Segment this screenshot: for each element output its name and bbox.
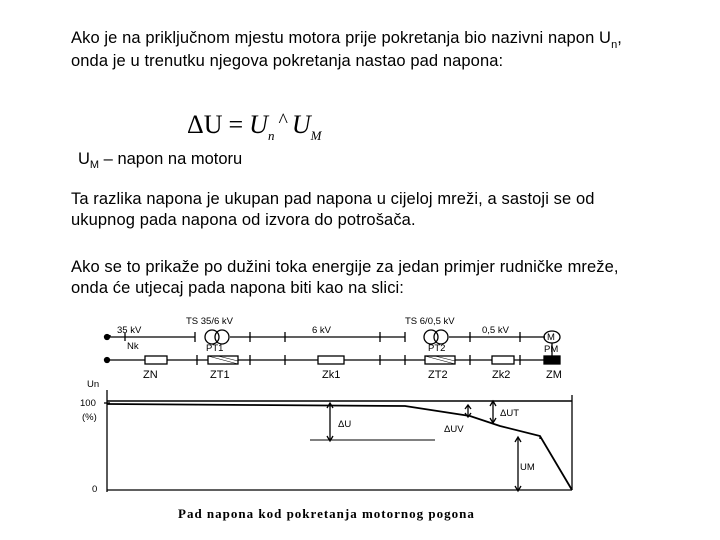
transformer1-secondary-symbol xyxy=(215,330,229,344)
y-tick-100: 100 xyxy=(80,398,96,409)
label-ts2: TS 6/0,5 kV xyxy=(405,316,455,327)
formula-lhs: ΔU xyxy=(187,110,223,139)
label-35kv: 35 kV xyxy=(117,325,142,336)
label-pt2: PT2 xyxy=(428,343,446,354)
impedance-zk1 xyxy=(318,356,344,364)
source-node-bottom xyxy=(105,358,110,363)
source-node-top xyxy=(105,335,110,340)
label-um: UM xyxy=(520,462,535,473)
intro-line1-comma: , xyxy=(617,29,622,47)
y-axis-unit: (%) xyxy=(82,412,97,423)
label-pt1: PT1 xyxy=(206,343,224,354)
impedance-zk2 xyxy=(492,356,514,364)
intro-line1-text: Ako je na priključnom mjestu motora prije pokretanja bio nazivni napon U xyxy=(71,29,612,47)
y-tick-0: 0 xyxy=(92,484,98,495)
label-ts1: TS 35/6 kV xyxy=(186,316,233,327)
formula-term1: U xyxy=(249,110,268,139)
label-zm: ZM xyxy=(546,369,562,381)
diagram-caption: Pad napona kod pokretanja motornog pogona xyxy=(178,506,475,521)
mine-network-line2: onda će utjecaj pada napona biti kao na slici: xyxy=(71,279,404,297)
total-drop-line1: Ta razlika napona je ukupan pad napona u cijeloj mreži, a sastoji se od xyxy=(71,190,595,208)
label-duv: ΔUV xyxy=(444,424,464,435)
formula-term2: U xyxy=(291,110,311,139)
label-du: ΔU xyxy=(338,419,352,430)
label-zn: ZN xyxy=(143,369,158,381)
label-zt2: ZT2 xyxy=(428,369,448,381)
formula-operator: ^ xyxy=(278,110,288,132)
um-symbol: U xyxy=(78,150,90,168)
y-axis-title: Un xyxy=(87,379,100,390)
intro-line1-subscript: n xyxy=(611,39,618,51)
impedance-zm xyxy=(544,356,560,364)
formula-term2-sub: M xyxy=(310,128,322,143)
transformer2-secondary-symbol xyxy=(434,330,448,344)
impedance-zn xyxy=(145,356,167,364)
mine-network-line1: Ako se to prikaže po dužini toka energije za jedan primjer rudničke mreže, xyxy=(71,258,619,276)
label-6kv: 6 kV xyxy=(312,325,332,336)
intro-line2-text: onda je u trenutku njegova pokretanja nastao pad napona: xyxy=(71,52,504,70)
label-zt1: ZT1 xyxy=(210,369,230,381)
total-drop-line2: ukupnog pada napona od izvora do potrošača. xyxy=(71,211,416,229)
label-dut: ΔUT xyxy=(500,408,520,419)
formula-term1-sub: n xyxy=(267,128,275,143)
label-zk2: Zk2 xyxy=(492,369,511,381)
um-text: – napon na motoru xyxy=(99,150,243,168)
label-zk1: Zk1 xyxy=(322,369,341,381)
um-subscript: M xyxy=(89,159,100,171)
label-nk: Nk xyxy=(127,341,139,352)
label-pm: PM xyxy=(544,344,559,355)
label-05kv: 0,5 kV xyxy=(482,325,509,336)
label-motor: M xyxy=(547,332,555,343)
formula-equals: = xyxy=(228,110,244,139)
